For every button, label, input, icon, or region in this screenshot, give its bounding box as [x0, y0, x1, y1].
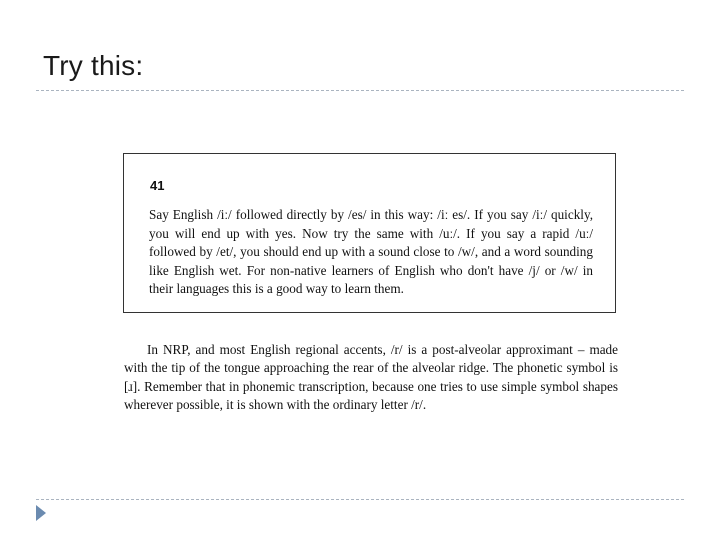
footer-divider [36, 499, 684, 500]
exercise-paragraph: Say English /iː/ followed directly by /es/ in this way: /iː es/. If you say /iː/ quickly, you will end up with yes. Now try the same with /uː/. If you say a rapid /uː/ followed by /et/, you should end up with a sound close to /w/, and a word sounding like English wet. For non-native learners of English who don't have /j/ or /w/ in their languages this is a good way to learn them. [149, 207, 593, 296]
exercise-text [149, 206, 593, 299]
slide-title: Try this: [43, 50, 144, 81]
exercise-number: 41 [150, 178, 165, 193]
body-paragraph [124, 341, 618, 414]
title-divider [36, 90, 684, 91]
body-paragraph-text: In NRP, and most English regional accents, /r/ is a post-alveolar approximant – made with the tip of the tongue approaching the rear of the alveolar ridge. The phonetic symbol is [ɹ]. Remember that in phonemic transcription, because one tries to use simple symbol shapes wherever possible, it is shown with the ordinary letter /r/. [124, 342, 618, 412]
exercise-box [123, 153, 616, 313]
triangle-bullet-icon [36, 505, 46, 521]
